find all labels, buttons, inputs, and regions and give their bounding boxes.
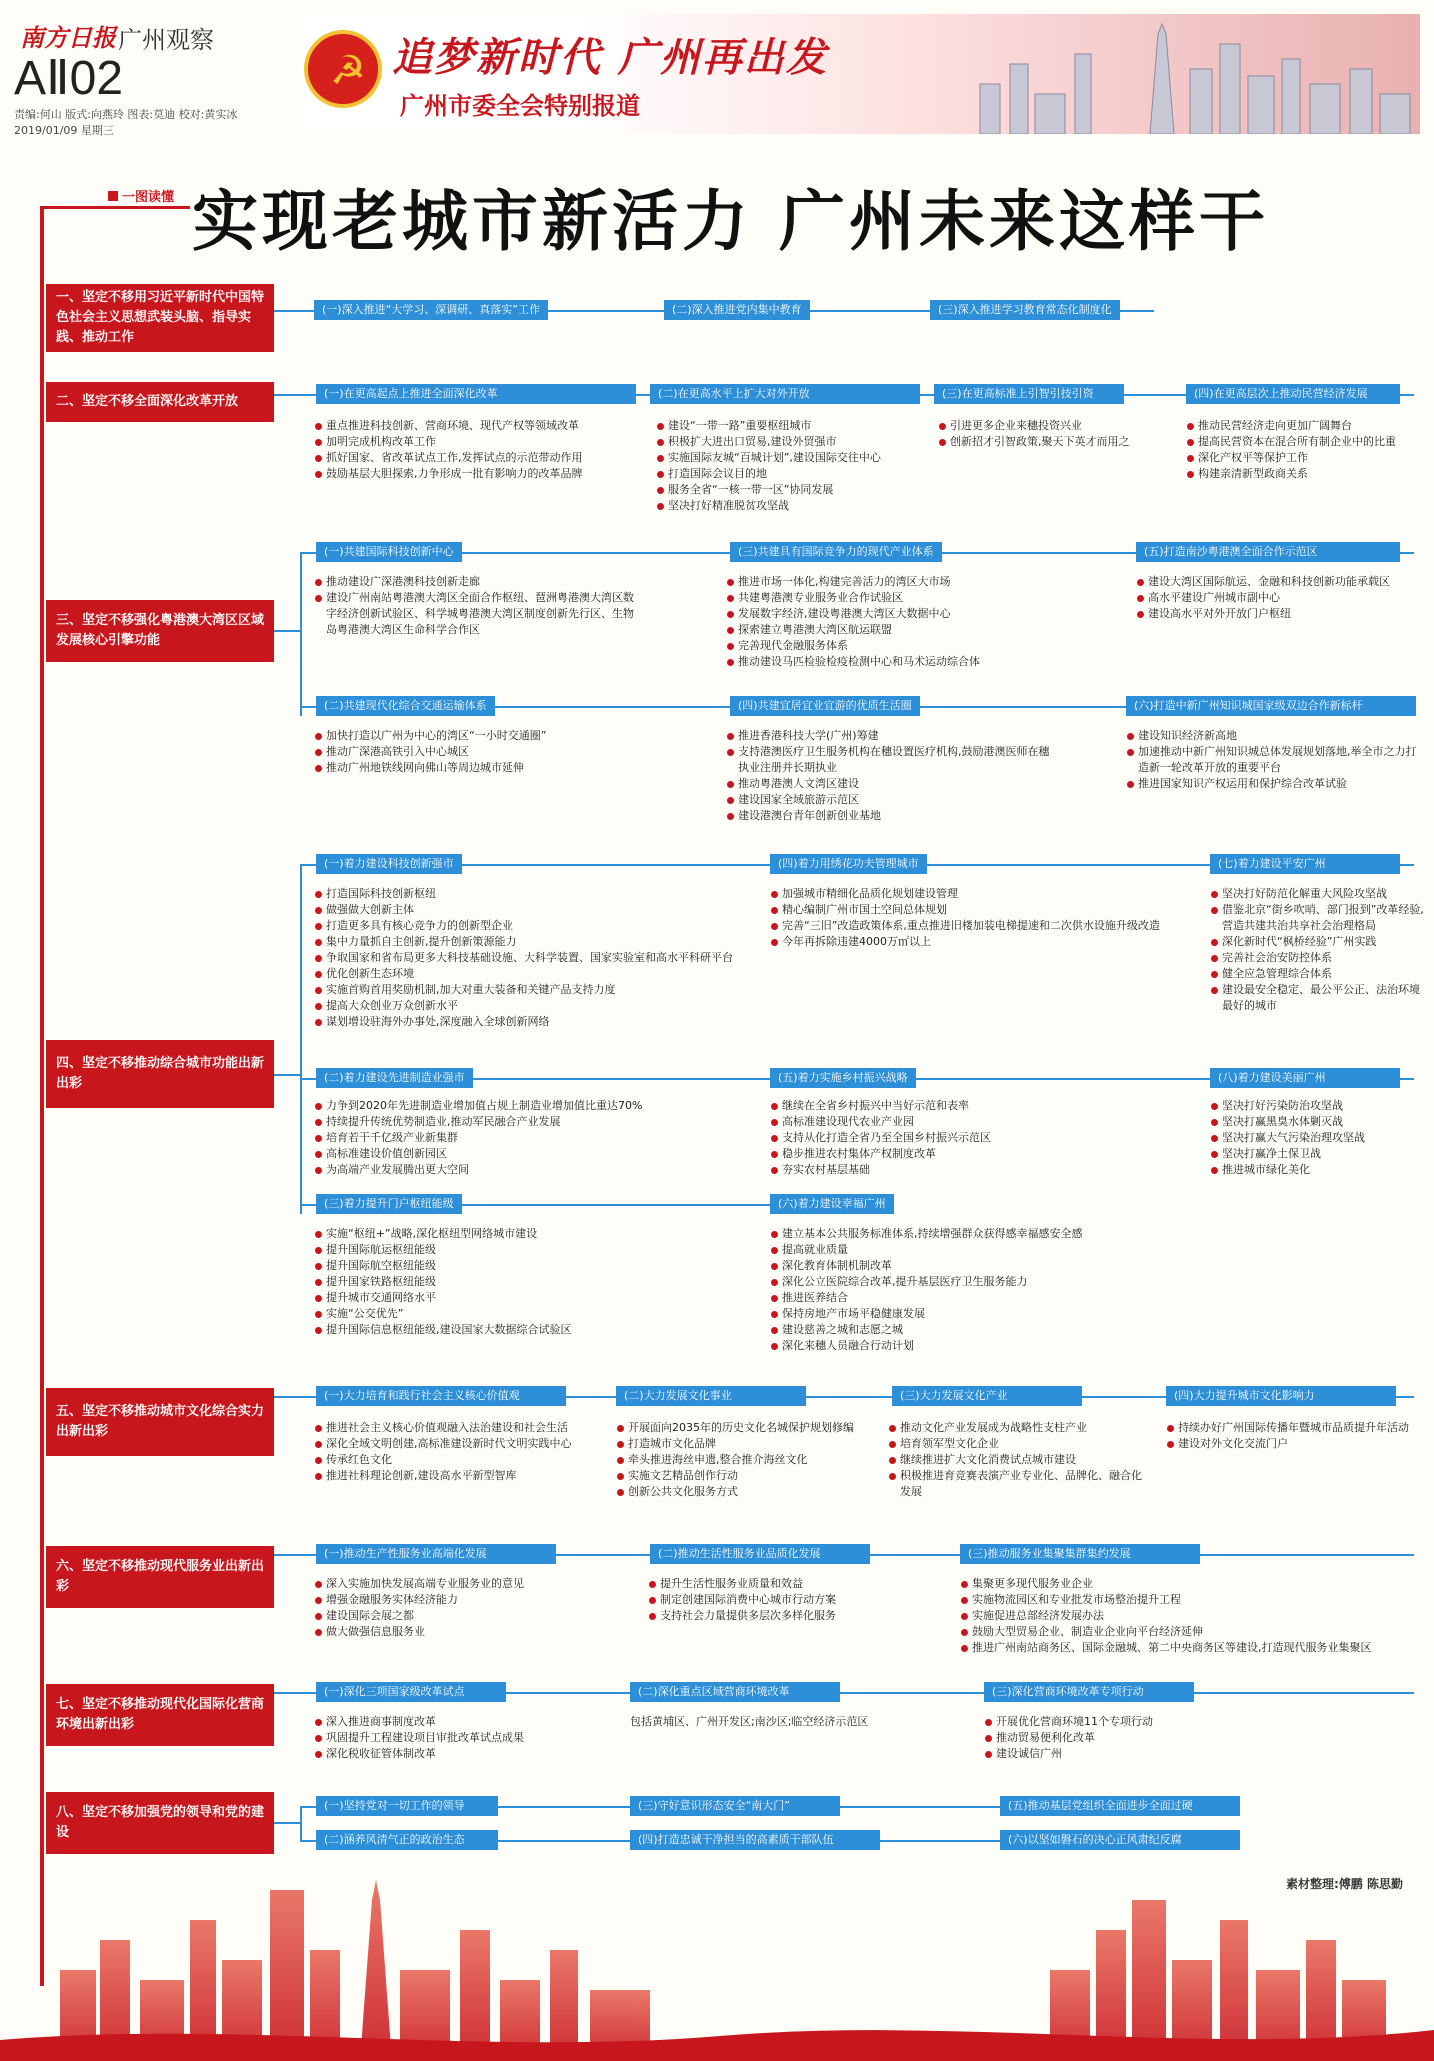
- section-8-connector: [274, 1822, 302, 1824]
- s2-list-2: [656, 418, 926, 514]
- s4-list-8: [1210, 1098, 1426, 1178]
- list-item: 稳步推进农村集体产权制度改革: [770, 1146, 1170, 1162]
- list-item: 高标准建设价值创新园区: [314, 1146, 754, 1162]
- list-item: 支持社会力量提供多层次多样化服务: [648, 1608, 948, 1624]
- banner-subtitle: 广州市委全会特别报道: [400, 92, 640, 120]
- s1-heading-2: (二)深入推进党内集中教育: [664, 300, 810, 320]
- list-item: 推动建设广深港澳科技创新走廊: [314, 574, 644, 590]
- list-item: 加强城市精细化品质化规划建设管理: [770, 886, 1170, 902]
- list-item: 深化新时代“枫桥经验”广州实践: [1210, 934, 1426, 950]
- list-item: 建设知识经济新高地: [1126, 728, 1426, 744]
- list-item: 打造城市文化品牌: [616, 1436, 876, 1452]
- list-item: 谋划增设驻海外办事处,深度融入全球创新网络: [314, 1014, 734, 1030]
- list-item: 深化全域文明创建,高标准建设新时代文明实践中心: [314, 1436, 584, 1452]
- list-item: 实施文艺精品创作行动: [616, 1468, 876, 1484]
- list-item: 探索建立粤港澳大湾区航运联盟: [726, 622, 1056, 638]
- s7-heading-1: (一)深化三项国家级改革试点: [316, 1682, 506, 1702]
- s4-heading-1: (一)着力建设科技创新强市: [316, 854, 462, 874]
- s7-heading-3: (三)深化营商环境改革专项行动: [984, 1682, 1194, 1702]
- list-item: 建设诚信广州: [984, 1746, 1284, 1762]
- s3-heading-4: (四)共建宜居宜业宜游的优质生活圈: [730, 696, 920, 716]
- s4-list-6: [770, 1226, 1190, 1354]
- list-item: 建设“一带一路”重要枢纽城市: [656, 418, 926, 434]
- s3-list-2: [314, 728, 644, 776]
- s3-heading-6: (六)打造中新广州知识城国家级双边合作新标杆: [1126, 696, 1416, 716]
- newspaper-name: 南方日报: [20, 23, 116, 52]
- s6-list-1: [314, 1576, 634, 1640]
- list-item: 坚决打好污染防治攻坚战: [1210, 1098, 1426, 1114]
- list-item: 传承红色文化: [314, 1452, 584, 1468]
- s4-heading-4: (四)着力用绣花功夫管理城市: [770, 854, 927, 874]
- s4-heading-5: (五)着力实施乡村振兴战略: [770, 1068, 916, 1088]
- list-item: 完善现代金融服务体系: [726, 638, 1056, 654]
- s8-heading-1: (一)坚持党对一切工作的领导: [316, 1796, 498, 1816]
- list-item: 支持港澳医疗卫生服务机构在穗设置医疗机构,鼓励港澳医师在穗执业注册并长期执业: [726, 744, 1056, 776]
- s4-heading-8: (八)着力建设美丽广州: [1210, 1068, 1400, 1088]
- list-item: 提升国际航空枢纽能级: [314, 1258, 734, 1274]
- s4-heading-7: (七)着力建设平安广州: [1210, 854, 1400, 874]
- section-8-bracket: [300, 1806, 302, 1842]
- list-item: 高标准建设现代农业产业园: [770, 1114, 1170, 1130]
- s7-list-1: [314, 1714, 634, 1762]
- list-item: 打造国际科技创新枢纽: [314, 886, 734, 902]
- list-item: 推进香港科技大学(广州)筹建: [726, 728, 1056, 744]
- list-item: 深化产权平等保护工作: [1186, 450, 1426, 466]
- section-5-label: 五、坚定不移推动城市文化综合实力出新出彩: [46, 1388, 274, 1456]
- list-item: 开展优化营商环境11个专项行动: [984, 1714, 1284, 1730]
- list-item: 加快打造以广州为中心的湾区“一小时交通圈”: [314, 728, 644, 744]
- section-3-label: 三、坚定不移强化粤港澳大湾区区域发展核心引擎功能: [46, 600, 274, 662]
- s4-list-2: [314, 1098, 754, 1178]
- list-item: 建设港澳台青年创新创业基地: [726, 808, 1056, 824]
- page-header: [0, 0, 1434, 140]
- list-item: 今年再拆除违建4000万㎡以上: [770, 934, 1170, 950]
- s2-heading-2: (二)在更高水平上扩大对外开放: [650, 384, 920, 404]
- s4-list-1: [314, 886, 734, 1030]
- s5-list-1: [314, 1420, 584, 1484]
- list-item: 推动贸易便利化改革: [984, 1730, 1284, 1746]
- s2-heading-4: (四)在更高层次上推动民营经济发展: [1186, 384, 1400, 404]
- list-item: 夯实农村基层基础: [770, 1162, 1170, 1178]
- list-item: 深化教育体制机制改革: [770, 1258, 1190, 1274]
- s4-heading-6: (六)着力建设幸福广州: [770, 1194, 894, 1214]
- section-2-label: 二、坚定不移全面深化改革开放: [46, 382, 274, 422]
- s2-heading-3: (三)在更高标准上引智引技引资: [934, 384, 1124, 404]
- list-item: 推动民营经济走向更加广阔舞台: [1186, 418, 1426, 434]
- s6-heading-2: (二)推动生活性服务业品质化发展: [650, 1544, 870, 1564]
- page-title: 实现老城市新活力 广州未来这样干: [192, 182, 1269, 260]
- s3-list-3: [726, 574, 1056, 670]
- s3-list-4: [726, 728, 1056, 824]
- section-8-label: 八、坚定不移加强党的领导和党的建设: [46, 1792, 274, 1854]
- s3-heading-1: (一)共建国际科技创新中心: [316, 542, 462, 562]
- list-item: 深入推进商事制度改革: [314, 1714, 634, 1730]
- list-item: 建设国家全域旅游示范区: [726, 792, 1056, 808]
- s4-list-7: [1210, 886, 1426, 1014]
- list-item: 保持房地产市场平稳健康发展: [770, 1306, 1190, 1322]
- list-item: 推进国家知识产权运用和保护综合改革试验: [1126, 776, 1426, 792]
- list-item: 提高大众创业万众创新水平: [314, 998, 734, 1014]
- list-item: 坚决打好防范化解重大风险攻坚战: [1210, 886, 1426, 902]
- list-item: 推进社科理论创新,建设高水平新型智库: [314, 1468, 584, 1484]
- list-item: 培育领军型文化企业: [888, 1436, 1148, 1452]
- list-item: 坚决打赢黑臭水体剿灭战: [1210, 1114, 1426, 1130]
- list-item: 提升国家铁路枢纽能级: [314, 1274, 734, 1290]
- s4-heading-2: (二)着力建设先进制造业强市: [316, 1068, 473, 1088]
- list-item: 深化公立医院综合改革,提升基层医疗卫生服务能力: [770, 1274, 1190, 1290]
- skyline-icon: [940, 14, 1420, 134]
- list-item: 加明完成机构改革工作: [314, 434, 644, 450]
- s8-heading-2: (二)涵养风清气正的政治生态: [316, 1830, 498, 1850]
- section-4-label: 四、坚定不移推动综合城市功能出新出彩: [46, 1040, 274, 1108]
- list-item: 创新招才引智政策,聚天下英才而用之: [938, 434, 1178, 450]
- list-item: 提高民营资本在混合所有制企业中的比重: [1186, 434, 1426, 450]
- list-item: 实施国际友城“百城计划”,建设国际交往中心: [656, 450, 926, 466]
- list-item: 推动建设马匹检验检疫检测中心和马术运动综合体: [726, 654, 1056, 670]
- list-item: 健全应急管理综合体系: [1210, 966, 1426, 982]
- list-item: 推动粤港澳人文湾区建设: [726, 776, 1056, 792]
- list-item: 继续推进扩大文化消费试点城市建设: [888, 1452, 1148, 1468]
- list-item: 继续在全省乡村振兴中当好示范和表率: [770, 1098, 1170, 1114]
- list-item: 服务全省“一核一带一区”协同发展: [656, 482, 926, 498]
- s5-list-2: [616, 1420, 876, 1500]
- list-item: 借鉴北京“街乡吹哨、部门报到”改革经验,营造共建共治共享社会治理格局: [1210, 902, 1426, 934]
- list-item: 积极扩大进出口贸易,建设外贸强市: [656, 434, 926, 450]
- list-item: 巩固提升工程建设项目审批改革试点成果: [314, 1730, 634, 1746]
- list-item: 高水平建设广州城市副中心: [1136, 590, 1426, 606]
- list-item: 提升国际航运枢纽能级: [314, 1242, 734, 1258]
- s6-heading-3: (三)推动服务业集聚集群集约发展: [960, 1544, 1200, 1564]
- list-item: 提高就业质量: [770, 1242, 1190, 1258]
- list-item: 支持从化打造全省乃至全国乡村振兴示范区: [770, 1130, 1170, 1146]
- s4-list-4: [770, 886, 1170, 950]
- list-item: 积极推进育竞赛表演产业专业化、品牌化、融合化发展: [888, 1468, 1148, 1500]
- list-item: 集聚更多现代服务业企业: [960, 1576, 1426, 1592]
- s5-heading-4: (四)大力提升城市文化影响力: [1166, 1386, 1396, 1406]
- s2-list-3: [938, 418, 1178, 450]
- list-item: 打造国际会议目的地: [656, 466, 926, 482]
- s2-list-4: [1186, 418, 1426, 482]
- spine-top-line: [40, 206, 190, 209]
- list-item: 建设最安全稳定、最公平公正、法治环境最好的城市: [1210, 982, 1426, 1014]
- list-item: 实施物流园区和专业批发市场整治提升工程: [960, 1592, 1426, 1608]
- list-item: 提升国际信息枢纽能级,建设国家大数据综合试验区: [314, 1322, 734, 1338]
- s5-list-4: [1166, 1420, 1426, 1452]
- list-item: 深化来穗人员融合行动计划: [770, 1338, 1190, 1354]
- square-icon: [108, 191, 118, 201]
- s8-heading-4: (四)打造忠诚干净担当的高素质干部队伍: [630, 1830, 880, 1850]
- list-item: 抓好国家、省改革试点工作,发挥试点的示范带动作用: [314, 450, 644, 466]
- list-item: 引进更多企业来穗投资兴业: [938, 418, 1178, 434]
- list-item: 集中力量抓自主创新,提升创新策源能力: [314, 934, 734, 950]
- s8-heading-3: (三)守好意识形态安全“南大门”: [630, 1796, 840, 1816]
- list-item: 实施“枢纽+”战略,深化枢纽型网络城市建设: [314, 1226, 734, 1242]
- section-1-label: 一、坚定不移用习近平新时代中国特色社会主义思想武装头脑、指导实践、推动工作: [46, 284, 274, 352]
- list-item: 鼓励大型贸易企业、制造业企业向平台经济延伸: [960, 1624, 1426, 1640]
- special-report-banner: [300, 14, 1420, 134]
- list-item: 深入实施加快发展高端专业服务业的意见: [314, 1576, 634, 1592]
- list-item: 持续提升传统优势制造业,推动军民融合产业发展: [314, 1114, 754, 1130]
- list-item: 推进广州南站商务区、国际金融城、第二中央商务区等建设,打造现代服务业集聚区: [960, 1640, 1426, 1656]
- section-name: 广州观察: [118, 26, 214, 54]
- list-item: 鼓励基层大胆探索,力争形成一批有影响力的改革品牌: [314, 466, 644, 482]
- list-item: 建设国际会展之都: [314, 1608, 634, 1624]
- list-item: 实施首购首用奖励机制,加大对重大装备和关键产品支持力度: [314, 982, 734, 998]
- list-item: 做大做强信息服务业: [314, 1624, 634, 1640]
- list-item: 推进城市绿化美化: [1210, 1162, 1426, 1178]
- list-item: 为高端产业发展腾出更大空间: [314, 1162, 754, 1178]
- list-item: 争取国家和省布局更多大科技基础设施、大科学装置、国家实验室和高水平科研平台: [314, 950, 734, 966]
- list-item: 制定创建国际消费中心城市行动方案: [648, 1592, 948, 1608]
- list-item: 创新公共文化服务方式: [616, 1484, 876, 1500]
- page-number: AⅡ02: [14, 52, 124, 105]
- list-item: 做强做大创新主体: [314, 902, 734, 918]
- list-item: 牵头推进海丝申遗,整合推介海丝文化: [616, 1452, 876, 1468]
- s1-heading-3: (三)深入推进学习教育常态化制度化: [930, 300, 1120, 320]
- list-item: 坚决打赢大气污染治理攻坚战: [1210, 1130, 1426, 1146]
- s3-heading-5: (五)打造南沙粤港澳全面合作示范区: [1136, 542, 1400, 562]
- banner-title: 追梦新时代 广州再出发: [392, 34, 828, 81]
- infographic-tag: 一图读懂: [108, 186, 174, 205]
- section-3-bracket: [300, 552, 302, 716]
- s6-list-3: [960, 1576, 1426, 1656]
- s6-list-2: [648, 1576, 948, 1624]
- s7-note: 包括黄埔区、广州开发区;南沙区;临空经济示范区: [630, 1715, 869, 1728]
- s1-heading-1: (一)深入推进“大学习、深调研、真落实”工作: [314, 300, 548, 320]
- s3-heading-2: (二)共建现代化综合交通运输体系: [316, 696, 495, 716]
- list-item: 培育若干千亿级产业新集群: [314, 1130, 754, 1146]
- editor-credits: 责编:何山 版式:向燕玲 图表:莫迪 校对:黄实冰: [14, 108, 238, 121]
- list-item: 推动文化产业发展成为战略性支柱产业: [888, 1420, 1148, 1436]
- list-item: 重点推进科技创新、营商环境、现代产权等领域改革: [314, 418, 644, 434]
- section-4-bracket: [300, 864, 302, 1214]
- list-item: 推进医养结合: [770, 1290, 1190, 1306]
- list-item: 完善“三旧”改造政策体系,重点推进旧楼加装电梯提速和二次供水设施升级改造: [770, 918, 1170, 934]
- s6-heading-1: (一)推动生产性服务业高端化发展: [316, 1544, 556, 1564]
- s7-heading-2: (二)深化重点区域营商环境改革: [630, 1682, 840, 1702]
- material-credit: 素材整理:傅鹏 陈思勤: [1286, 1877, 1403, 1891]
- s3-list-5: [1136, 574, 1426, 622]
- s4-heading-3: (三)着力提升门户枢纽能级: [316, 1194, 462, 1214]
- list-item: 坚决打好精准脱贫攻坚战: [656, 498, 926, 514]
- s5-heading-2: (二)大力发展文化事业: [616, 1386, 806, 1406]
- issue-date: 2019/01/09 星期三: [14, 124, 114, 137]
- section-7-label: 七、坚定不移推动现代化国际化营商环境出新出彩: [46, 1684, 274, 1746]
- list-item: 开展面向2035年的历史文化名城保护规划修编: [616, 1420, 876, 1436]
- list-item: 完善社会治安防控体系: [1210, 950, 1426, 966]
- list-item: 建设大湾区国际航运、金融和科技创新功能承载区: [1136, 574, 1426, 590]
- list-item: 打造更多具有核心竞争力的创新型企业: [314, 918, 734, 934]
- list-item: 推进社会主义核心价值观融入法治建设和社会生活: [314, 1420, 584, 1436]
- list-item: 实施“公交优先”: [314, 1306, 734, 1322]
- list-item: 深化税收征管体制改革: [314, 1746, 634, 1762]
- party-emblem-icon: ☭: [304, 30, 382, 108]
- list-item: 力争到2020年先进制造业增加值占规上制造业增加值比重达70%: [314, 1098, 754, 1114]
- list-item: 建设高水平对外开放门户枢纽: [1136, 606, 1426, 622]
- list-item: 实施促进总部经济发展办法: [960, 1608, 1426, 1624]
- s3-list-6: [1126, 728, 1426, 792]
- section-3-connector: [274, 630, 302, 632]
- list-item: 建设慈善之城和志愿之城: [770, 1322, 1190, 1338]
- list-item: 坚决打赢净土保卫战: [1210, 1146, 1426, 1162]
- s4-list-3: [314, 1226, 734, 1338]
- spine-line: [40, 206, 44, 1986]
- list-item: 发展数字经济,建设粤港澳大湾区大数据中心: [726, 606, 1056, 622]
- list-item: 建立基本公共服务标准体系,持续增强群众获得感幸福感安全感: [770, 1226, 1190, 1242]
- s3-heading-3: (三)共建具有国际竞争力的现代产业体系: [730, 542, 942, 562]
- list-item: 优化创新生态环境: [314, 966, 734, 982]
- s5-heading-3: (三)大力发展文化产业: [892, 1386, 1082, 1406]
- section-6-label: 六、坚定不移推动现代服务业出新出彩: [46, 1546, 274, 1608]
- s3-list-1: [314, 574, 644, 638]
- city-skyline-icon: [0, 1860, 1434, 2061]
- s2-heading-1: (一)在更高起点上推进全面深化改革: [316, 384, 636, 404]
- list-item: 共建粤港澳专业服务业合作试验区: [726, 590, 1056, 606]
- list-item: 提升城市交通网络水平: [314, 1290, 734, 1306]
- list-item: 持续办好广州国际传播年暨城市品质提升年活动: [1166, 1420, 1426, 1436]
- list-item: 推进市场一体化,构建完善活力的湾区大市场: [726, 574, 1056, 590]
- s5-list-3: [888, 1420, 1148, 1500]
- s2-list-1: [314, 418, 644, 482]
- list-item: 增强金融服务实体经济能力: [314, 1592, 634, 1608]
- s4-list-5: [770, 1098, 1170, 1178]
- list-item: 加速推动中新广州知识城总体发展规划落地,举全市之力打造新一轮改革开放的重要平台: [1126, 744, 1426, 776]
- list-item: 建设对外文化交流门户: [1166, 1436, 1426, 1452]
- list-item: 提升生活性服务业质量和效益: [648, 1576, 948, 1592]
- list-item: 构建亲清新型政商关系: [1186, 466, 1426, 482]
- section-4-connector: [274, 1074, 302, 1076]
- s7-list-3: [984, 1714, 1284, 1762]
- s8-heading-6: (六)以坚如磐石的决心正风肃纪反腐: [1000, 1830, 1240, 1850]
- s5-heading-1: (一)大力培育和践行社会主义核心价值观: [316, 1386, 566, 1406]
- list-item: 推动广州地铁线网向佛山等周边城市延伸: [314, 760, 644, 776]
- list-item: 推动广深港高铁引入中心城区: [314, 744, 644, 760]
- s8-heading-5: (五)推动基层党组织全面进步全面过硬: [1000, 1796, 1240, 1816]
- list-item: 精心编制广州市国土空间总体规划: [770, 902, 1170, 918]
- list-item: 建设广州南站粤港澳大湾区全面合作枢纽、琶洲粤港澳大湾区数字经济创新试验区、科学城粤港澳大湾区制度创新先行区、生物岛粤港澳大湾区生命科学合作区: [314, 590, 644, 638]
